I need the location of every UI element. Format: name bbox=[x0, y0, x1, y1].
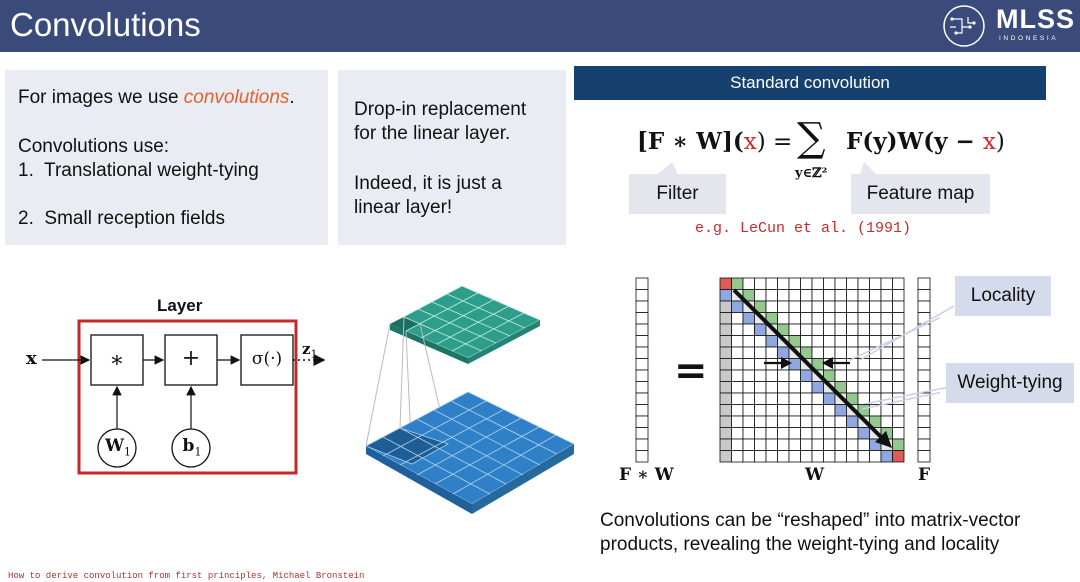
vector-cell bbox=[636, 290, 648, 302]
matrix-cell bbox=[743, 439, 755, 451]
matrix-cell bbox=[835, 301, 847, 313]
matrix-cell bbox=[743, 313, 755, 325]
conv-op-symbol: ∗ bbox=[109, 348, 125, 373]
matrix-cell bbox=[743, 405, 755, 417]
matrix-cell bbox=[743, 451, 755, 463]
matrix-cell bbox=[720, 439, 732, 451]
matrix-cell bbox=[812, 416, 824, 428]
matrix-cell bbox=[812, 324, 824, 336]
matrix-cell bbox=[858, 278, 870, 290]
matrix-cell bbox=[847, 451, 859, 463]
matrix-cell bbox=[732, 347, 744, 359]
matrix-cell bbox=[812, 347, 824, 359]
logo-subtitle: INDONESIA bbox=[999, 35, 1059, 42]
caption-line1: Convolutions can be “reshaped” into matrix-vector bbox=[600, 510, 1021, 531]
matrix-cell bbox=[732, 359, 744, 371]
weight-node-label: $W_1$ bbox=[104, 436, 132, 459]
matrix-cell bbox=[766, 428, 778, 440]
matrix-cell bbox=[835, 428, 847, 440]
callout-locality: Locality bbox=[955, 276, 1051, 316]
matrix-cell bbox=[732, 393, 744, 405]
matrix-cell bbox=[778, 416, 790, 428]
matrix-cell bbox=[812, 290, 824, 302]
matrix-cell bbox=[824, 416, 836, 428]
convolution-formula-lhs: [F ∗ W](x) = bbox=[637, 128, 793, 155]
mlss-logo-icon bbox=[938, 3, 998, 49]
matrix-cell bbox=[835, 405, 847, 417]
matrix-cell bbox=[743, 336, 755, 348]
matrix-cell bbox=[801, 428, 813, 440]
matrix-cell bbox=[789, 359, 801, 371]
matrix-cell bbox=[812, 393, 824, 405]
panel-left-line1: For images we use convolutions. bbox=[18, 87, 295, 108]
matrix-cell bbox=[743, 278, 755, 290]
matrix-cell bbox=[789, 382, 801, 394]
matrix-cell bbox=[824, 290, 836, 302]
matrix-cell bbox=[847, 278, 859, 290]
matrix-cell bbox=[778, 347, 790, 359]
matrix-cell bbox=[801, 382, 813, 394]
matrix-cell bbox=[801, 370, 813, 382]
matrix-cell bbox=[732, 428, 744, 440]
matrix-cell bbox=[766, 301, 778, 313]
matrix-cell bbox=[835, 359, 847, 371]
matrix-cell bbox=[801, 313, 813, 325]
matrix-cell bbox=[824, 278, 836, 290]
matrix-cell bbox=[801, 278, 813, 290]
matrix-cell bbox=[766, 439, 778, 451]
matrix-cell bbox=[801, 416, 813, 428]
citation-lecun: e.g. LeCun et al. (1991) bbox=[695, 220, 912, 237]
matrix-cell bbox=[732, 416, 744, 428]
matrix-cell bbox=[835, 324, 847, 336]
matrix-cell bbox=[847, 439, 859, 451]
matrix-cell bbox=[778, 428, 790, 440]
matrix-cell bbox=[835, 313, 847, 325]
matrix-cell bbox=[801, 336, 813, 348]
matrix-cell bbox=[824, 336, 836, 348]
matrix-cell bbox=[732, 313, 744, 325]
matrix-cell bbox=[812, 382, 824, 394]
sum-subscript: y∈ℤ² bbox=[795, 166, 828, 181]
matrix-cell bbox=[720, 382, 732, 394]
matrix-cell bbox=[881, 405, 893, 417]
matrix-cell bbox=[835, 439, 847, 451]
matrix-cell bbox=[824, 347, 836, 359]
matrix-cell bbox=[812, 313, 824, 325]
matrix-cell bbox=[824, 393, 836, 405]
matrix-cell bbox=[732, 382, 744, 394]
matrix-cell bbox=[720, 336, 732, 348]
matrix-cell bbox=[732, 405, 744, 417]
vector-cell bbox=[918, 278, 930, 290]
bias-node-label: $b_1$ bbox=[182, 436, 202, 459]
matrix-cell bbox=[801, 301, 813, 313]
matrix-cell bbox=[858, 451, 870, 463]
matrix-cell bbox=[778, 313, 790, 325]
convolution-formula-rhs: F(y)W(y − x) bbox=[846, 128, 1005, 155]
matrix-cell bbox=[801, 451, 813, 463]
matrix-cell bbox=[755, 439, 767, 451]
matrix-cell bbox=[743, 347, 755, 359]
callout-connectors bbox=[850, 294, 960, 404]
matrix-cell bbox=[778, 393, 790, 405]
matrix-cell bbox=[835, 347, 847, 359]
matrix-cell bbox=[766, 405, 778, 417]
matrix-cell bbox=[720, 301, 732, 313]
matrix-cell bbox=[835, 336, 847, 348]
callout-filter: Filter bbox=[629, 174, 726, 214]
matrix-cell bbox=[766, 382, 778, 394]
vector-cell bbox=[918, 439, 930, 451]
matrix-cell bbox=[847, 428, 859, 440]
equals-sign: = bbox=[674, 348, 708, 394]
matrix-cell bbox=[720, 393, 732, 405]
callout-weight-tying: Weight-tying bbox=[946, 363, 1074, 403]
matrix-cell bbox=[778, 405, 790, 417]
matrix-cell bbox=[835, 278, 847, 290]
matrix-cell bbox=[755, 290, 767, 302]
vector-cell bbox=[636, 393, 648, 405]
matrix-cell bbox=[766, 370, 778, 382]
matrix-cell bbox=[720, 405, 732, 417]
matrix-cell bbox=[720, 324, 732, 336]
panel-mid-line4: linear layer! bbox=[354, 197, 453, 218]
matrix-cell bbox=[893, 439, 905, 451]
matrix-cell bbox=[893, 405, 905, 417]
matrix-cell bbox=[847, 416, 859, 428]
matrix-cell bbox=[789, 451, 801, 463]
input-x-label: x bbox=[26, 348, 37, 369]
matrix-cell bbox=[720, 416, 732, 428]
matrix-label-output: F ∗ W bbox=[619, 465, 674, 485]
matrix-cell bbox=[881, 416, 893, 428]
matrix-cell bbox=[743, 428, 755, 440]
vector-cell bbox=[636, 336, 648, 348]
matrix-cell bbox=[812, 451, 824, 463]
matrix-cell bbox=[732, 324, 744, 336]
standard-convolution-banner: Standard convolution bbox=[574, 66, 1046, 100]
matrix-cell bbox=[789, 301, 801, 313]
matrix-cell bbox=[858, 428, 870, 440]
vector-cell bbox=[636, 301, 648, 313]
matrix-cell bbox=[732, 278, 744, 290]
matrix-cell bbox=[824, 313, 836, 325]
matrix-cell bbox=[732, 370, 744, 382]
matrix-cell bbox=[755, 278, 767, 290]
matrix-cell bbox=[893, 416, 905, 428]
matrix-cell bbox=[732, 451, 744, 463]
matrix-cell bbox=[824, 439, 836, 451]
matrix-cell bbox=[766, 347, 778, 359]
matrix-cell bbox=[755, 359, 767, 371]
matrix-label-weights: W bbox=[805, 465, 825, 485]
matrix-cell bbox=[812, 278, 824, 290]
matrix-cell bbox=[801, 324, 813, 336]
matrix-cell bbox=[789, 439, 801, 451]
panel-left-line2: Convolutions use: bbox=[18, 136, 170, 157]
matrix-cell bbox=[778, 382, 790, 394]
matrix-cell bbox=[835, 416, 847, 428]
matrix-cell bbox=[801, 393, 813, 405]
matrix-cell bbox=[778, 278, 790, 290]
matrix-cell bbox=[720, 451, 732, 463]
matrix-cell bbox=[732, 301, 744, 313]
matrix-cell bbox=[789, 416, 801, 428]
matrix-cell bbox=[766, 416, 778, 428]
matrix-cell bbox=[778, 290, 790, 302]
matrix-cell bbox=[893, 428, 905, 440]
matrix-label-input: F bbox=[918, 465, 931, 485]
matrix-cell bbox=[732, 336, 744, 348]
matrix-cell bbox=[824, 324, 836, 336]
activation-op-symbol: σ(·) bbox=[251, 349, 283, 369]
layer-title: Layer bbox=[157, 296, 203, 315]
matrix-cell bbox=[743, 324, 755, 336]
matrix-cell bbox=[789, 405, 801, 417]
vector-cell bbox=[636, 278, 648, 290]
matrix-cell bbox=[858, 439, 870, 451]
vector-cell bbox=[918, 428, 930, 440]
vector-cell bbox=[636, 428, 648, 440]
panel-left-item2: 2. Small reception fields bbox=[18, 208, 225, 229]
matrix-cell bbox=[801, 439, 813, 451]
matrix-cell bbox=[789, 278, 801, 290]
matrix-cell bbox=[824, 451, 836, 463]
matrix-cell bbox=[812, 301, 824, 313]
vector-cell bbox=[918, 451, 930, 463]
panel-left-item1: 1. Translational weight-tying bbox=[18, 160, 259, 181]
matrix-cell bbox=[824, 405, 836, 417]
matrix-cell bbox=[766, 451, 778, 463]
matrix-cell bbox=[720, 359, 732, 371]
matrix-cell bbox=[881, 278, 893, 290]
matrix-cell bbox=[743, 393, 755, 405]
matrix-cell bbox=[778, 301, 790, 313]
matrix-cell bbox=[870, 451, 882, 463]
vector-cell bbox=[636, 439, 648, 451]
panel-mid-line3: Indeed, it is just a bbox=[354, 173, 502, 194]
matrix-cell bbox=[743, 359, 755, 371]
vector-cell bbox=[636, 324, 648, 336]
vector-cell bbox=[636, 416, 648, 428]
matrix-cell bbox=[720, 428, 732, 440]
callout-feature-map: Feature map bbox=[851, 174, 990, 214]
matrix-cell bbox=[743, 370, 755, 382]
matrix-cell bbox=[755, 405, 767, 417]
matrix-cell bbox=[789, 370, 801, 382]
matrix-cell bbox=[893, 451, 905, 463]
matrix-cell bbox=[812, 428, 824, 440]
logo-wordmark: MLSS bbox=[996, 4, 1076, 34]
matrix-cell bbox=[720, 370, 732, 382]
matrix-cell bbox=[801, 405, 813, 417]
matrix-cell bbox=[824, 428, 836, 440]
matrix-cell bbox=[766, 359, 778, 371]
matrix-cell bbox=[881, 451, 893, 463]
vector-cell bbox=[918, 405, 930, 417]
footer-source: How to derive convolution from first principles, Michael Bronstein bbox=[8, 571, 365, 581]
matrix-cell bbox=[835, 370, 847, 382]
matrix-cell bbox=[789, 313, 801, 325]
matrix-cell bbox=[755, 336, 767, 348]
matrix-cell bbox=[870, 278, 882, 290]
matrix-cell bbox=[893, 278, 905, 290]
matrix-cell bbox=[720, 278, 732, 290]
matrix-cell bbox=[755, 428, 767, 440]
matrix-cell bbox=[835, 290, 847, 302]
panel-mid-line1: Drop-in replacement bbox=[354, 99, 527, 120]
matrix-cell bbox=[778, 370, 790, 382]
vector-cell bbox=[636, 405, 648, 417]
matrix-cell bbox=[812, 405, 824, 417]
output-z-label: $z_1$ bbox=[302, 340, 318, 361]
matrix-cell bbox=[720, 290, 732, 302]
matrix-cell bbox=[766, 278, 778, 290]
matrix-cell bbox=[789, 290, 801, 302]
vector-cell bbox=[636, 370, 648, 382]
add-op-symbol: + bbox=[181, 346, 201, 371]
matrix-cell bbox=[755, 382, 767, 394]
matrix-cell bbox=[812, 439, 824, 451]
matrix-cell bbox=[766, 393, 778, 405]
matrix-cell bbox=[755, 347, 767, 359]
matrix-cell bbox=[789, 324, 801, 336]
vector-cell bbox=[918, 416, 930, 428]
matrix-cell bbox=[720, 347, 732, 359]
matrix-cell bbox=[789, 393, 801, 405]
sum-symbol: ∑ bbox=[797, 115, 826, 161]
panel-mid-line2: for the linear layer. bbox=[354, 123, 511, 144]
vector-cell bbox=[636, 313, 648, 325]
matrix-cell bbox=[778, 451, 790, 463]
matrix-cell bbox=[766, 290, 778, 302]
caption-line2: products, revealing the weight-tying and locality bbox=[600, 534, 1000, 555]
matrix-cell bbox=[755, 393, 767, 405]
matrix-cell bbox=[766, 336, 778, 348]
vector-cell bbox=[636, 382, 648, 394]
matrix-cell bbox=[789, 428, 801, 440]
conv-3d-illustration bbox=[360, 282, 580, 532]
matrix-cell bbox=[732, 439, 744, 451]
matrix-cell bbox=[755, 324, 767, 336]
matrix-cell bbox=[720, 313, 732, 325]
matrix-cell bbox=[812, 336, 824, 348]
matrix-cell bbox=[835, 451, 847, 463]
matrix-cell bbox=[755, 416, 767, 428]
matrix-cell bbox=[824, 301, 836, 313]
matrix-cell bbox=[778, 439, 790, 451]
matrix-cell bbox=[755, 370, 767, 382]
slide-title: Convolutions bbox=[10, 6, 201, 43]
output-vector bbox=[636, 278, 648, 462]
matrix-cell bbox=[743, 382, 755, 394]
vector-cell bbox=[636, 451, 648, 463]
vector-cell bbox=[636, 359, 648, 371]
matrix-cell bbox=[755, 451, 767, 463]
matrix-cell bbox=[801, 290, 813, 302]
vector-cell bbox=[636, 347, 648, 359]
matrix-cell bbox=[743, 416, 755, 428]
